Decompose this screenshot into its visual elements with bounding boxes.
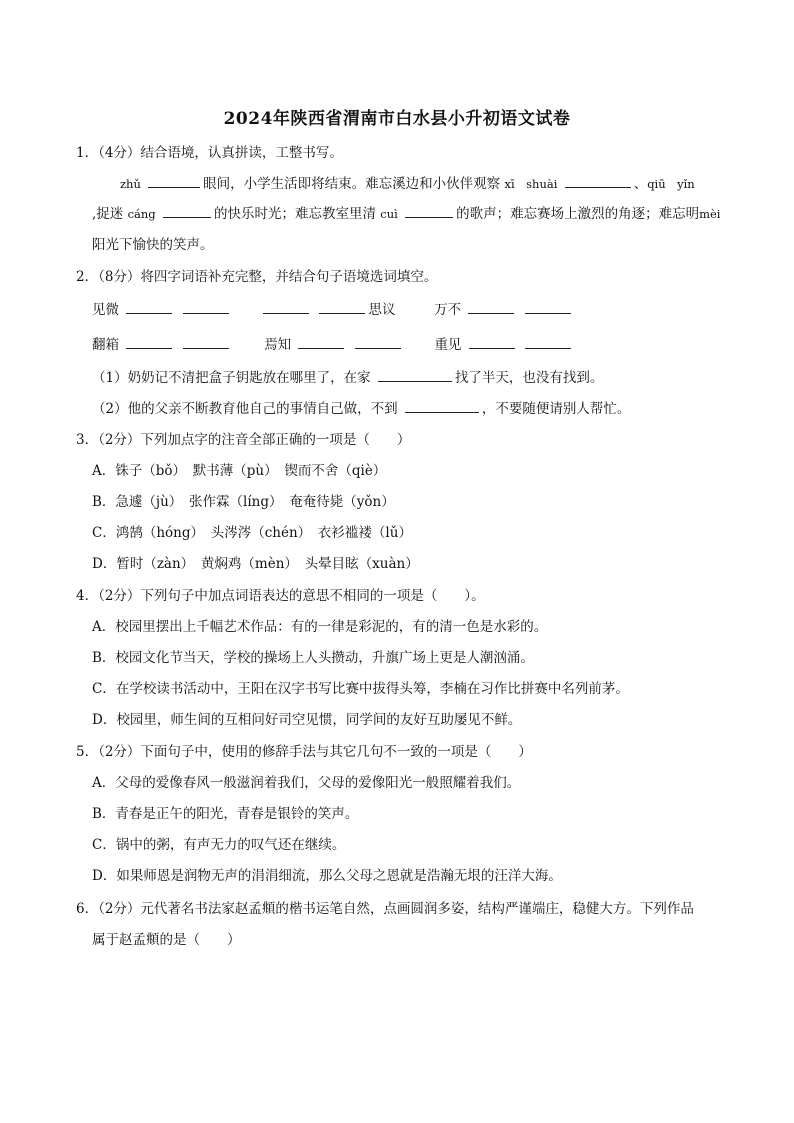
answer-blank[interactable] <box>405 204 453 218</box>
passage-text: 的快乐时光；难忘教室里清 <box>213 206 376 222</box>
option-d[interactable]: D．校园里，师生间的互相问好司空见惯，同学间的友好互助屡见不鲜。 <box>92 712 522 728</box>
sentence-text: （1）奶奶记不清把盒子钥匙放在哪里了，在家 <box>92 370 371 386</box>
idiom-prefix: 见微 <box>92 302 119 318</box>
option-d[interactable]: D．暂时（zàn） 黄焖鸡（mèn） 头晕目眩（xuàn） <box>92 556 419 572</box>
option-a[interactable]: A．铢子（bǒ） 默书薄（pù） 锲而不舍（qiè） <box>92 463 387 479</box>
pinyin: zhǔ <box>120 177 141 191</box>
question-6-continued: 属于赵孟頫的是（ ） <box>92 932 241 948</box>
option-a[interactable]: A．校园里摆出上千幅艺术作品：有的一律是彩泥的，有的清一色是水彩的。 <box>92 619 548 635</box>
answer-blank[interactable] <box>148 174 200 188</box>
question-number: 3． <box>76 432 99 448</box>
sentence-text: （2）他的父亲不断教育他自己的事情自己做，不到 <box>92 401 398 417</box>
idiom-prefix: 焉知 <box>264 337 292 353</box>
answer-blank[interactable] <box>126 335 172 349</box>
answer-blank[interactable] <box>163 204 211 218</box>
option-c[interactable]: C．鸿鹄（hóng） 头涔涔（chén） 衣衫褴褛（lǔ） <box>92 525 412 541</box>
question-4-header <box>76 586 485 606</box>
answer-blank[interactable] <box>525 335 571 349</box>
question-2-header <box>76 267 437 287</box>
answer-blank[interactable] <box>468 300 514 314</box>
option-d[interactable]: D．如果师恩是润物无声的涓涓细流，那么父母之恩就是浩瀚无垠的汪洋大海。 <box>92 868 562 884</box>
passage-text: 的歌声；难忘赛场上激烈的角逐；难忘明 <box>456 206 700 222</box>
pinyin: qiū yǐn <box>647 177 695 191</box>
question-number: 5． <box>76 744 99 760</box>
question-5-header <box>76 742 532 762</box>
idiom-suffix: 思议 <box>368 302 396 318</box>
passage-text: 阳光下愉快的笑声。 <box>92 237 214 253</box>
answer-blank[interactable] <box>405 399 479 413</box>
option-b[interactable]: B．校园文化节当天，学校的操场上人头攒动，升旗广场上更是人潮汹涌。 <box>92 650 534 666</box>
question-text: （2分）下面句子中，使用的修辞手法与其它几句不一致的一项是（ ） <box>98 744 532 760</box>
question-1-line-1: zhǔ 眼间，小学生活即将结束。难忘溪边和小伙伴观察 xī shuài 、qiū yǐn <box>120 176 695 192</box>
answer-blank[interactable] <box>263 300 309 314</box>
idiom-prefix: 万不 <box>434 302 462 318</box>
passage-text: 眼间，小学生活即将结束。难忘溪边和小伙伴观察 <box>203 176 501 192</box>
option-a[interactable]: A．父母的爱像春风一般滋润着我们，父母的爱像阳光一般照耀着我们。 <box>92 775 521 791</box>
page-title: 2024年陕西省渭南市白水县小升初语文试卷 <box>223 109 571 129</box>
sentence-text: ，不要随便请别人帮忙。 <box>481 401 631 417</box>
idiom-row-2 <box>92 335 574 355</box>
question-number: 2． <box>76 269 99 285</box>
answer-blank[interactable] <box>298 335 344 349</box>
question-1-line-3 <box>92 235 214 255</box>
answer-blank[interactable] <box>183 335 229 349</box>
idiom-prefix: 重见 <box>434 337 462 353</box>
question-text: （8分）将四字词语补充完整，并结合句子语境选词填空。 <box>98 269 438 285</box>
question-text: （2分）下列加点字的注音全部正确的一项是（ ） <box>98 432 411 448</box>
option-b[interactable]: B．青春是正午的阳光，青春是银铃的笑声。 <box>92 806 359 822</box>
pinyin: cuì <box>380 207 398 221</box>
question-number: 4． <box>76 588 99 604</box>
answer-blank[interactable] <box>319 300 365 314</box>
pinyin: mèi <box>699 207 721 221</box>
question-text: （2分）下列句子中加点词语表达的意思不相同的一项是（ ）。 <box>98 588 485 604</box>
idiom-prefix: 翻箱 <box>92 337 119 353</box>
sentence-2 <box>92 399 630 419</box>
sentence-text: 找了半天，也没有找到。 <box>454 370 604 386</box>
idiom-row-1 <box>92 300 574 320</box>
sentence-1 <box>92 368 603 388</box>
option-c[interactable]: C．锅中的粥，有声无力的叹气还在继续。 <box>92 837 346 853</box>
question-1-line-2 <box>92 204 720 224</box>
answer-blank[interactable] <box>565 174 631 188</box>
option-b[interactable]: B．急遽（jù） 张作霖（líng） 奄奄待毙（yǒn） <box>92 494 395 510</box>
question-6-header <box>76 899 694 919</box>
answer-blank[interactable] <box>469 335 515 349</box>
option-c[interactable]: C．在学校读书活动中，王阳在汉字书写比赛中拔得头筹，李楠在习作比拼赛中名列前茅。 <box>92 681 629 697</box>
passage-text: ,捉迷 <box>92 206 124 222</box>
question-1-header <box>76 143 343 163</box>
question-number: 1． <box>76 145 99 161</box>
question-text: （4分）结合语境，认真拼读，工整书写。 <box>98 145 343 161</box>
answer-blank[interactable] <box>126 300 172 314</box>
question-number: 6． <box>76 901 99 917</box>
question-3-header <box>76 430 410 450</box>
answer-blank[interactable] <box>355 335 401 349</box>
question-text: （2分）元代著名书法家赵孟頫的楷书运笔自然，点画圆润多姿，结构严谨端庄，稳健大方。下列作品 <box>98 901 694 917</box>
answer-blank[interactable] <box>183 300 229 314</box>
answer-blank[interactable] <box>378 368 452 382</box>
pinyin: cáng <box>127 207 156 221</box>
answer-blank[interactable] <box>525 300 571 314</box>
pinyin: xī shuài <box>504 177 558 191</box>
